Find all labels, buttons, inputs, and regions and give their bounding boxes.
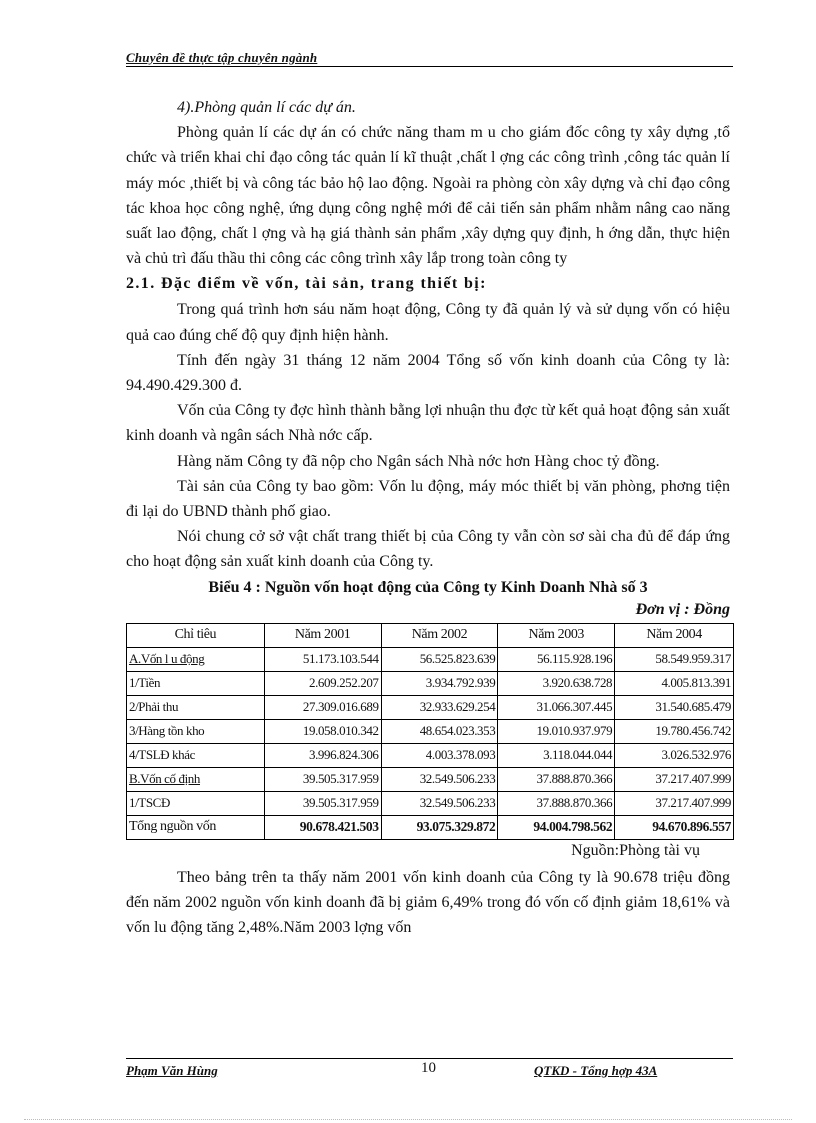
capital-table	[126, 623, 734, 840]
table-cell: 32.933.629.254	[381, 695, 498, 719]
running-header: Chuyên đề thực tập chuyên ngành	[126, 50, 318, 65]
table-cell: 3.934.792.939	[381, 671, 498, 695]
footer-author: Phạm Văn Hùng	[126, 1063, 218, 1078]
paragraph: Tính đến ngày 31 tháng 12 năm 2004 Tổng số vốn kinh doanh của Công ty là: 94.490.429.300 đ.	[126, 351, 730, 395]
table-cell: 37.217.407.999	[615, 767, 734, 791]
footer-divider	[126, 1058, 733, 1059]
table-cell: 48.654.023.353	[381, 719, 498, 743]
table-cell: 32.549.506.233	[381, 767, 498, 791]
table-cell: 3.118.044.044	[498, 743, 615, 767]
table-cell: 19.010.937.979	[498, 719, 615, 743]
table-cell: 39.505.317.959	[264, 791, 381, 815]
table-cell: 3.026.532.976	[615, 743, 734, 767]
table-cell: 32.549.506.233	[381, 791, 498, 815]
table-row	[127, 791, 734, 815]
table-total-row	[127, 815, 734, 839]
row-label: B.Vốn cố định	[127, 767, 265, 791]
table-cell: 39.505.317.959	[264, 767, 381, 791]
table-cell: 31.540.685.479	[615, 695, 734, 719]
paragraph: Hàng năm Công ty đã nộp cho Ngân sách Nhà nớc hơn Hàng choc tỷ đồng.	[177, 452, 660, 470]
table-unit: Đơn vị : Đồng	[635, 600, 730, 618]
table-cell: 37.888.870.366	[498, 767, 615, 791]
table-cell: 2.609.252.207	[264, 671, 381, 695]
table-cell: 37.888.870.366	[498, 791, 615, 815]
table-row	[127, 743, 734, 767]
table-cell: 51.173.103.544	[264, 647, 381, 671]
table-cell: 37.217.407.999	[615, 791, 734, 815]
row-label: 2/Phải thu	[127, 695, 265, 719]
table-cell: 4.003.378.093	[381, 743, 498, 767]
body-content	[126, 95, 730, 940]
table-cell: 3.996.824.306	[264, 743, 381, 767]
column-header: Năm 2001	[264, 623, 381, 647]
table-cell: 56.115.928.196	[498, 647, 615, 671]
column-header: Năm 2004	[615, 623, 734, 647]
section-4-paragraph: Phòng quản lí các dự án có chức năng tham m u cho giám đốc công ty xây dựng ,tổ chức và triển khai chỉ đạo công tác quản lí kĩ thuật ,chất l ợng các công trình ,công tác quản lí máy móc ,thiết bị và công tác bảo hộ lao động. Ngoài ra phòng còn xây dựng và chỉ đạo công tác khoa học công nghệ, ứng dụng công nghệ mới để cải tiến sản phẩm nhằm nâng cao năng suất lao động, chất l ợng và hạ giá thành sản phẩm ,xây dựng quy định, h ớng dẫn, thực hiện và chủ trì đấu thầu thi công các công trình xây lắp trong toàn công ty	[126, 124, 730, 268]
table-row	[127, 671, 734, 695]
table-row	[127, 695, 734, 719]
header-divider	[126, 66, 733, 67]
column-header: Năm 2002	[381, 623, 498, 647]
table-header-row	[127, 623, 734, 647]
row-label: 1/Tiền	[127, 671, 265, 695]
closing-paragraph: Theo bảng trên ta thấy năm 2001 vốn kinh doanh của Công ty là 90.678 triệu đồng đến năm 2002 nguồn vốn kinh doanh đã bị giảm 6,49% trong đó vốn cố định giảm 18,61% và vốn lu động tăng 2,48%.Năm 2003 lợng vốn	[126, 868, 730, 937]
table-cell: 93.075.329.872	[381, 815, 498, 839]
table-row	[127, 767, 734, 791]
table-cell: 3.920.638.728	[498, 671, 615, 695]
page-number: 10	[421, 1060, 436, 1076]
table-row	[127, 719, 734, 743]
table-cell: 94.670.896.557	[615, 815, 734, 839]
table-cell: 19.780.456.742	[615, 719, 734, 743]
table-cell: 56.525.823.639	[381, 647, 498, 671]
row-label: 4/TSLĐ khác	[127, 743, 265, 767]
paragraph: Nói chung cở sở vật chất trang thiết bị của Công ty vẫn còn sơ sài cha đủ để đáp ứng cho hoạt động sản xuất kinh doanh của Công ty.	[126, 528, 730, 571]
row-label: 1/TSCĐ	[127, 791, 265, 815]
section-2-1-heading: 2.1. Đặc điểm về vốn, tài sản, trang thiết bị:	[126, 275, 487, 293]
section-4-title: 4).Phòng quản lí các dự án.	[177, 99, 356, 116]
footer-class: QTKD - Tổng hợp 43A	[534, 1063, 658, 1078]
row-label: Tổng nguồn vốn	[127, 815, 265, 839]
table-cell: 19.058.010.342	[264, 719, 381, 743]
row-label: 3/Hàng tồn kho	[127, 719, 265, 743]
table-cell: 27.309.016.689	[264, 695, 381, 719]
table-cell: 58.549.959.317	[615, 647, 734, 671]
table-cell: 4.005.813.391	[615, 671, 734, 695]
page-edge-divider	[24, 1119, 792, 1120]
paragraph: Vốn của Công ty đợc hình thành bằng lợi nhuận thu đợc từ kết quả hoạt động sản xuất kinh doanh và ngân sách Nhà nớc cấp.	[126, 402, 730, 445]
table-cell: 94.004.798.562	[498, 815, 615, 839]
paragraph: Tài sản của Công ty bao gồm: Vốn lu động, máy móc thiết bị văn phòng, phơng tiện đi lại do UBND thành phố giao.	[126, 477, 730, 521]
row-label: A.Vốn l u động	[127, 647, 265, 671]
column-header: Năm 2003	[498, 623, 615, 647]
column-header: Chỉ tiêu	[127, 623, 265, 647]
table-cell: 90.678.421.503	[264, 815, 381, 839]
table-row	[127, 647, 734, 671]
table-cell: 31.066.307.445	[498, 695, 615, 719]
table-source: Nguồn:Phòng tài vụ	[571, 841, 700, 859]
table-caption: Biểu 4 : Nguồn vốn hoạt động của Công ty Kinh Doanh Nhà số 3	[208, 578, 648, 596]
paragraph: Trong quá trình hơn sáu năm hoạt động, Công ty đã quản lý và sử dụng vốn có hiệu quả cao đúng chế độ quy định hiện hành.	[126, 301, 730, 344]
